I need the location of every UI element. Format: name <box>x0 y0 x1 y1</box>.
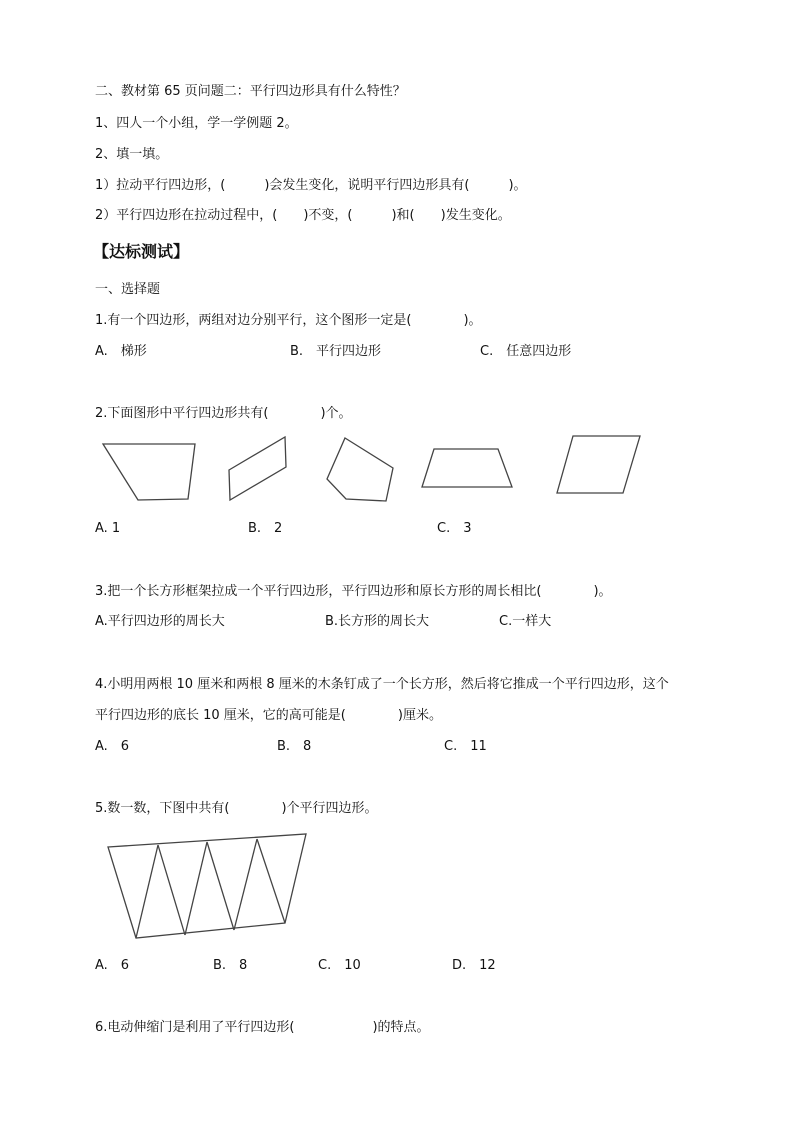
option-a: A. 梯形 <box>95 344 147 359</box>
zigzag-segment <box>257 839 285 923</box>
shape-parallelogram-small <box>229 437 286 500</box>
question-1: 1.有一个四边形，两组对边分别平行，这个图形一定是( )。 <box>95 313 482 328</box>
option-c: C. 10 <box>318 958 361 973</box>
option-a: A.平行四边形的周长大 <box>95 614 225 629</box>
option-c: C. 3 <box>437 521 472 536</box>
shape-trapezoid-center <box>422 449 512 487</box>
choice-section-title: 一、选择题 <box>95 282 161 297</box>
zigzag-segment <box>136 845 158 938</box>
shape-parallelogram-large <box>557 436 640 493</box>
option-b: B. 平行四边形 <box>290 344 382 359</box>
option-c: C.一样大 <box>499 614 552 629</box>
zigzag-segment <box>185 842 207 935</box>
question-2: 2.下面图形中平行四边形共有( )个。 <box>95 406 352 421</box>
option-d: D. 12 <box>452 958 496 973</box>
question-4-options <box>95 738 695 756</box>
section-two-title: 二、教材第 65 页问题二：平行四边形具有什么特性？ <box>95 84 406 99</box>
fill-blank-2: 2）平行四边形在拉动过程中，( )不变，( )和( )发生变化。 <box>95 208 511 223</box>
question-5: 5.数一数，下图中共有( )个平行四边形。 <box>95 801 378 816</box>
zigzag-segment <box>158 845 185 935</box>
option-c: C. 任意四边形 <box>480 344 572 359</box>
option-a: A. 6 <box>95 739 130 754</box>
question-6: 6.电动伸缩门是利用了平行四边形( )的特点。 <box>95 1020 430 1035</box>
question-2-shapes <box>0 430 794 510</box>
option-b: B. 8 <box>213 958 248 973</box>
outer-trapezoid <box>108 834 306 938</box>
section-two-item-2: 2、填一填。 <box>95 147 169 162</box>
shape-trapezoid-left <box>103 444 195 500</box>
option-c: C. 11 <box>444 739 487 754</box>
option-b: B.长方形的周长大 <box>325 614 430 629</box>
question-2-options <box>95 520 695 538</box>
option-a: A. 1 <box>95 521 121 536</box>
fill-blank-1: 1）拉动平行四边形，( )会发生变化，说明平行四边形具有( )。 <box>95 178 527 193</box>
zigzag-segment <box>207 842 234 930</box>
question-3: 3.把一个长方形框架拉成一个平行四边形，平行四边形和原长方形的周长相比( )。 <box>95 584 612 599</box>
question-4-line-1: 4.小明用两根 10 厘米和两根 8 厘米的木条钉成了一个长方形，然后将它推成一个平行四边形，这个 <box>95 677 669 692</box>
option-b: B. 8 <box>277 739 312 754</box>
question-5-figure <box>0 826 794 946</box>
option-b: B. 2 <box>248 521 283 536</box>
question-3-options <box>95 613 695 631</box>
option-a: A. 6 <box>95 958 130 973</box>
question-1-options <box>95 343 695 361</box>
question-4-line-2: 平行四边形的底长 10 厘米，它的高可能是( )厘米。 <box>95 708 442 723</box>
question-5-options <box>95 957 695 975</box>
section-two-item-1: 1、四人一个小组，学一学例题 2。 <box>95 116 298 131</box>
test-heading: 【达标测试】 <box>93 242 190 261</box>
shape-pentagon <box>327 438 393 501</box>
zigzag-segment <box>234 839 257 930</box>
